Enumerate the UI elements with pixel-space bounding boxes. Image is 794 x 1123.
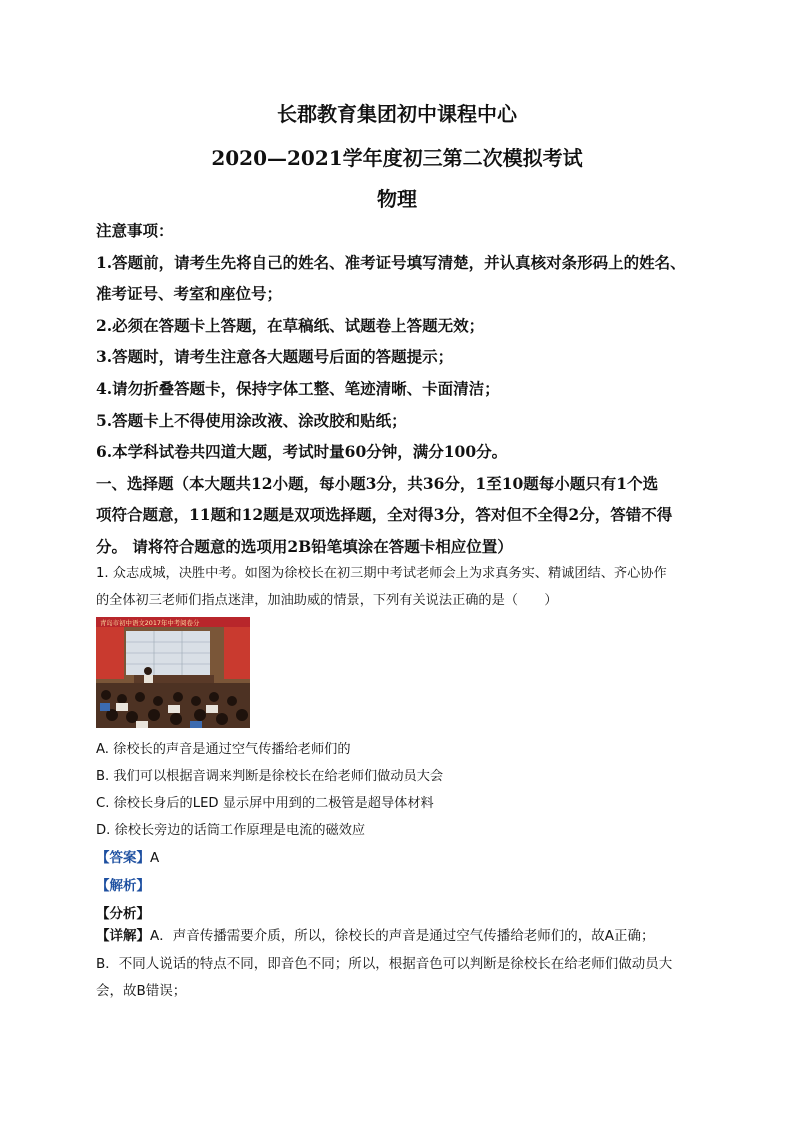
option-a: A. 徐校长的声音是通过空气传播给老师们的 (96, 742, 351, 757)
fenxi-line: 【分析】 (96, 906, 150, 922)
notice-heading: 注意事项： (96, 221, 174, 240)
analysis-line: 【解析】 (96, 878, 150, 894)
answer-tag: 答案 (109, 850, 137, 866)
detail-line: 会，故B错误； (96, 983, 187, 999)
notice-item: 5.答题卡上不得使用涂改液、涂改胶和贴纸； (96, 410, 407, 430)
subject-title: 物理 (377, 187, 417, 211)
notice-item: 1.答题前，请考生先将自己的姓名、准考证号填写清楚，并认真核对条形码上的姓名、 (96, 252, 686, 272)
fenxi-tag: 分析 (109, 906, 137, 922)
notice-item: 6.本学科试卷共四道大题，考试时量60分钟，满分100分。 (96, 442, 508, 462)
section-heading-line: 分。 请将符合题意的选项用2B铅笔填涂在答题卡相应位置） (96, 536, 513, 556)
section-heading-line: 项符合题意，11题和12题是双项选择题，全对得3分，答对但不全得2分，答错不得 (96, 505, 673, 525)
notice-item: 准考证号、考室和座位号； (96, 284, 283, 304)
notice-item: 2.必须在答题卡上答题，在草稿纸、试题卷上答题无效； (96, 315, 485, 335)
question-photo (96, 617, 250, 728)
option-b: B. 我们可以根据音调来判断是徐校长在给老师们做动员大会 (96, 769, 444, 784)
answer-line: 【答案】A (96, 850, 160, 866)
question-stem-line: 的全体初三老师们指点迷津，加油助威的情景，下列有关说法正确的是（ ） (96, 593, 558, 608)
answer-tag-open: 【 (96, 850, 110, 866)
notice-block (96, 215, 708, 563)
option-d: D. 徐校长旁边的话筒工作原理是电流的磁效应 (96, 823, 366, 838)
notice-item: 4.请勿折叠答题卡，保持字体工整、笔迹清晰、卡面清洁； (96, 378, 500, 398)
detail-tag: 详解 (109, 928, 137, 944)
section-heading-line: 一、选择题（本大题共12小题，每小题3分，共36分，1至10题每小题只有1个选 (96, 473, 659, 493)
question-stem (96, 560, 706, 614)
photo-banner-text: 青岛市初中语文2017年中考阅卷分 (100, 619, 200, 627)
exam-title: 2020—2021学年度初三第二次模拟考试 (211, 146, 583, 170)
detail-line: 【详解】A．声音传播需要介质，所以，徐校长的声音是通过空气传播给老师们的，故A正确； (96, 928, 655, 944)
analysis-tag: 解析 (109, 878, 137, 894)
detail-line: B．不同人说话的特点不同，即音色不同；所以，根据音色可以判断是徐校长在给老师们做动员大 (96, 955, 673, 972)
option-c: C. 徐校长身后的LED 显示屏中用到的二极管是超导体材料 (96, 796, 434, 811)
meeting-photo-illustration (96, 617, 250, 728)
detail-block (96, 923, 708, 1006)
question-stem-line: 1. 众志成城，决胜中考。如图为徐校长在初三期中考试老师会上为求真务实、精诚团结、齐心协作 (96, 566, 667, 581)
notice-item: 3.答题时，请考生注意各大题题号后面的答题提示； (96, 347, 454, 367)
detail-text: A．声音传播需要介质，所以，徐校长的声音是通过空气传播给老师们的，故A正确； (150, 928, 655, 944)
answer-value: A (150, 850, 160, 866)
school-title: 长郡教育集团初中课程中心 (277, 102, 517, 126)
